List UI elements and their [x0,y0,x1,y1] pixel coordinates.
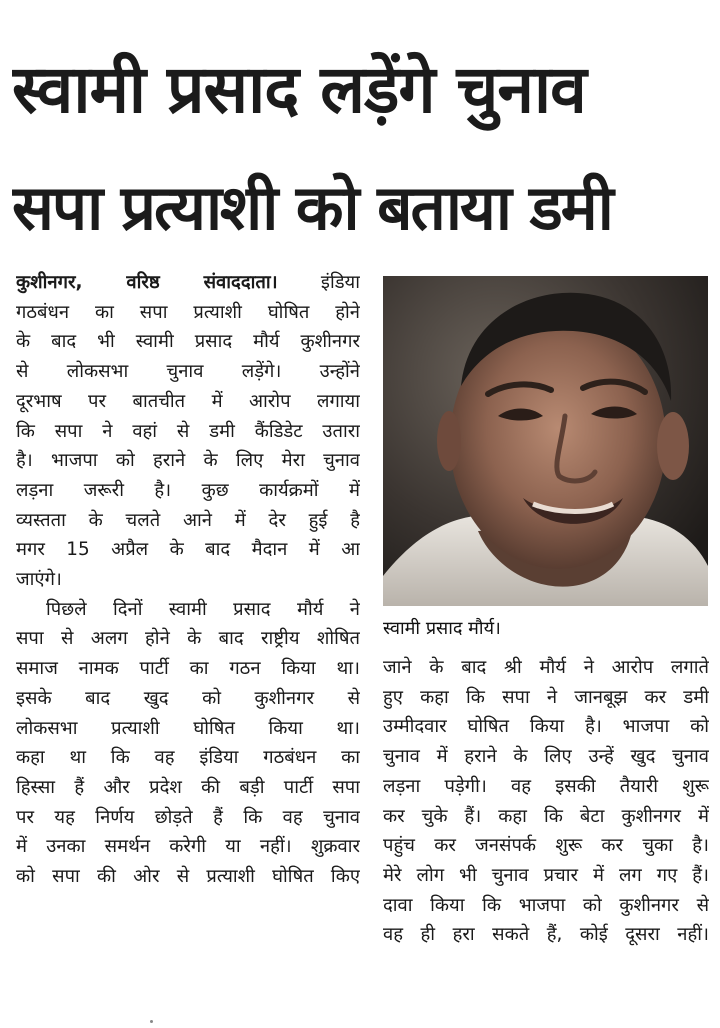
article-line: कहा था कि वह इंडिया गठबंधन का [16,747,360,769]
article-line: को सपा की ओर से प्रत्याशी घोषित किए [16,866,360,888]
article-line: कुशीनगर, वरिष्ठ संवाददाता। इंडिया [16,272,360,293]
article-line: समाज नामक पार्टी का गठन किया था। [16,658,360,680]
article-line: पिछले दिनों स्वामी प्रसाद मौर्य ने [46,598,360,620]
article-column-left [16,268,360,892]
article-line: व्यस्तता के चलते आने में देर हुई है [16,509,360,531]
article-column-right [383,653,709,950]
article-line: पहुंच कर जनसंपर्क शुरू कर चुका है। [383,835,709,857]
article-line: कर चुके हैं। कहा कि बेटा कुशीनगर में [383,805,709,827]
headline-line-2: सपा प्रत्याशी को बताया डमी [12,171,612,244]
article-line: हुए कहा कि सपा ने जानबूझ कर डमी [383,686,709,708]
portrait-illustration [383,276,708,606]
article-line: जाने के बाद श्री मौर्य ने आरोप लगाते [383,657,709,678]
dateline: कुशीनगर, वरिष्ठ संवाददाता। [16,272,278,293]
portrait-photo [383,276,708,606]
article-line: है। भाजपा को हराने के लिए मेरा चुनाव [16,450,360,472]
article-line: मगर 15 अप्रैल के बाद मैदान में आ [16,539,360,561]
article-line: कि सपा ने वहां से डमी कैंडिडेट उतारा [16,420,360,442]
article-line: सपा से अलग होने के बाद राष्ट्रीय शोषित [16,628,360,650]
article-line: पर यह निर्णय छोड़ते हैं कि वह चुनाव [16,806,360,828]
article-line: गठबंधन का सपा प्रत्याशी घोषित होने [16,301,360,323]
article-line: लोकसभा प्रत्याशी घोषित किया था। [16,717,360,739]
article-line: दावा किया कि भाजपा को कुशीनगर से [383,894,709,916]
article-line: के बाद भी स्वामी प्रसाद मौर्य कुशीनगर [16,331,360,353]
article-line: लड़ना पड़ेगी। वह इसकी तैयारी शुरू [383,775,709,797]
article-line: में उनका समर्थन करेगी या नहीं। शुक्रवार [16,836,360,858]
headline-line-1: स्वामी प्रसाद लड़ेंगे चुनाव [12,51,586,128]
article-line: इसके बाद खुद को कुशीनगर से [16,687,360,709]
article-line: जाएंगे। [16,569,62,591]
article-line: मेरे लोग भी चुनाव प्रचार में लग गए हैं। [383,864,709,886]
print-speck [150,1020,153,1023]
article-line: लड़ना जरूरी है। कुछ कार्यक्रमों में [16,479,360,501]
article-line: वह ही हरा सकते हैं, कोई दूसरा नहीं। [383,924,709,946]
article-line: चुनाव में हराने के लिए उन्हें खुद चुनाव [383,746,709,768]
photo-caption: स्वामी प्रसाद मौर्य। [383,618,501,639]
article-line: हिस्सा हैं और प्रदेश की बड़ी पार्टी सपा [16,776,360,798]
article-line: से लोकसभा चुनाव लड़ेंगे। उन्होंने [16,361,360,383]
article-line: उम्मीदवार घोषित किया है। भाजपा को [383,716,709,738]
article-line: दूरभाष पर बातचीत में आरोप लगाया [16,390,360,412]
